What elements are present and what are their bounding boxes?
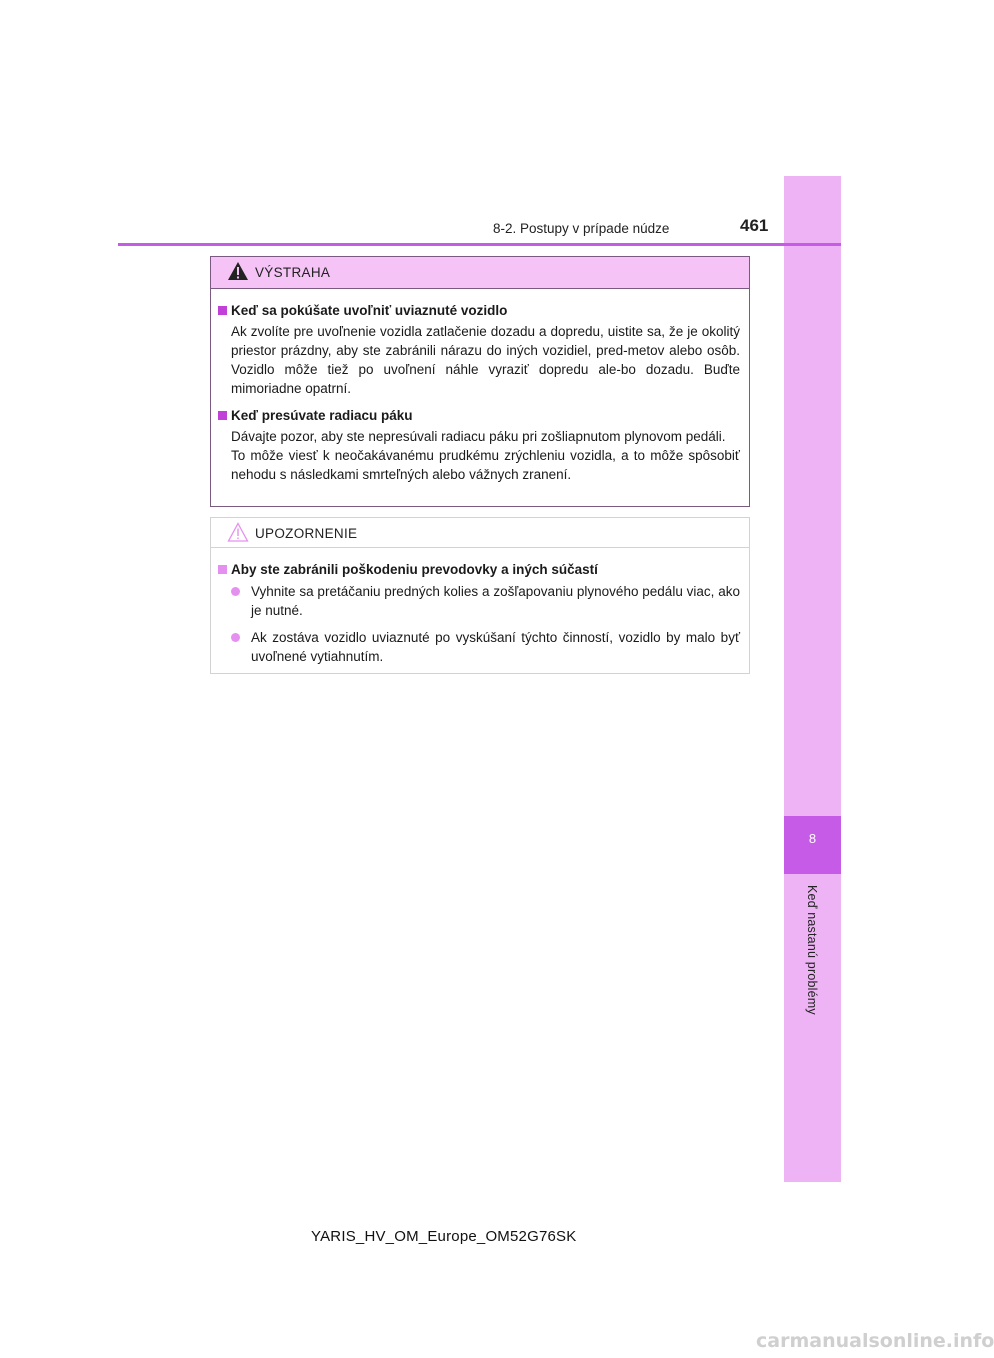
caution-triangle-icon xyxy=(227,522,249,542)
warning-item-title xyxy=(218,406,740,425)
caution-header xyxy=(211,518,749,548)
caution-body xyxy=(211,548,749,666)
document-id: YARIS_HV_OM_Europe_OM52G76SK xyxy=(311,1228,577,1245)
header-divider xyxy=(118,243,841,246)
warning-item-text xyxy=(218,427,740,484)
warning-item-text-line: Dávajte pozor, aby ste nepresúvali radiacu páku pri zošliapnutom plynovom pedáli. xyxy=(231,429,726,444)
page-number: 461 xyxy=(740,216,769,235)
caution-title: UPOZORNENIE xyxy=(255,526,358,541)
chapter-side-tab xyxy=(784,176,841,1182)
section-title: 8-2. Postupy v prípade núdze xyxy=(493,221,670,236)
caution-item-title-text: Aby ste zabránili poškodeniu prevodovky a iných súčastí xyxy=(231,562,598,577)
warning-item-title-text: Keď sa pokúšate uvoľniť uviaznuté vozidlo xyxy=(231,303,508,318)
square-bullet-icon xyxy=(218,306,227,315)
warning-item-title-text: Keď presúvate radiacu páku xyxy=(231,408,413,423)
square-bullet-icon xyxy=(218,411,227,420)
warning-box xyxy=(210,256,750,507)
caution-bullet xyxy=(218,582,740,620)
warning-item-title xyxy=(218,301,740,320)
warning-item-text-line: To môže viesť k neočakávanému prudkému zrýchleniu vozidla, a to môže spôsobiť nehodu s následkami smrteľných alebo vážnych zranení. xyxy=(231,448,740,482)
caution-item-title xyxy=(218,560,740,579)
circle-bullet-icon xyxy=(231,633,240,642)
warning-body xyxy=(211,289,749,484)
warning-title: VÝSTRAHA xyxy=(255,265,331,280)
caution-bullet xyxy=(218,628,740,666)
circle-bullet-icon xyxy=(231,587,240,596)
warning-item-text: Ak zvolíte pre uvoľnenie vozidla zatlačenie dozadu a dopredu, uistite sa, že je okolitý priestor prázdny, aby ste zabránili nárazu do iných vozidiel, pred-metov alebo osôb. Vozidlo môže tiež po uvoľnení náhle vyraziť dopredu ale-bo dozadu. Buďte mimoriadne opatrní. xyxy=(231,324,740,396)
caution-box xyxy=(210,517,750,674)
warning-triangle-icon xyxy=(227,261,249,281)
warning-header xyxy=(211,257,749,289)
watermark: carmanualsonline.info xyxy=(756,1330,994,1352)
chapter-number: 8 xyxy=(784,816,841,874)
caution-bullet-text: Ak zostáva vozidlo uviaznuté po vyskúšaní týchto činností, vozidlo by malo byť uvoľnené vytiahnutím. xyxy=(251,630,740,664)
square-bullet-icon xyxy=(218,565,227,574)
caution-bullet-text: Vyhnite sa pretáčaniu predných kolies a zošľapovaniu plynového pedálu viac, ako je nutné. xyxy=(251,584,740,618)
chapter-label: Keď nastanú problémy xyxy=(805,885,819,1015)
